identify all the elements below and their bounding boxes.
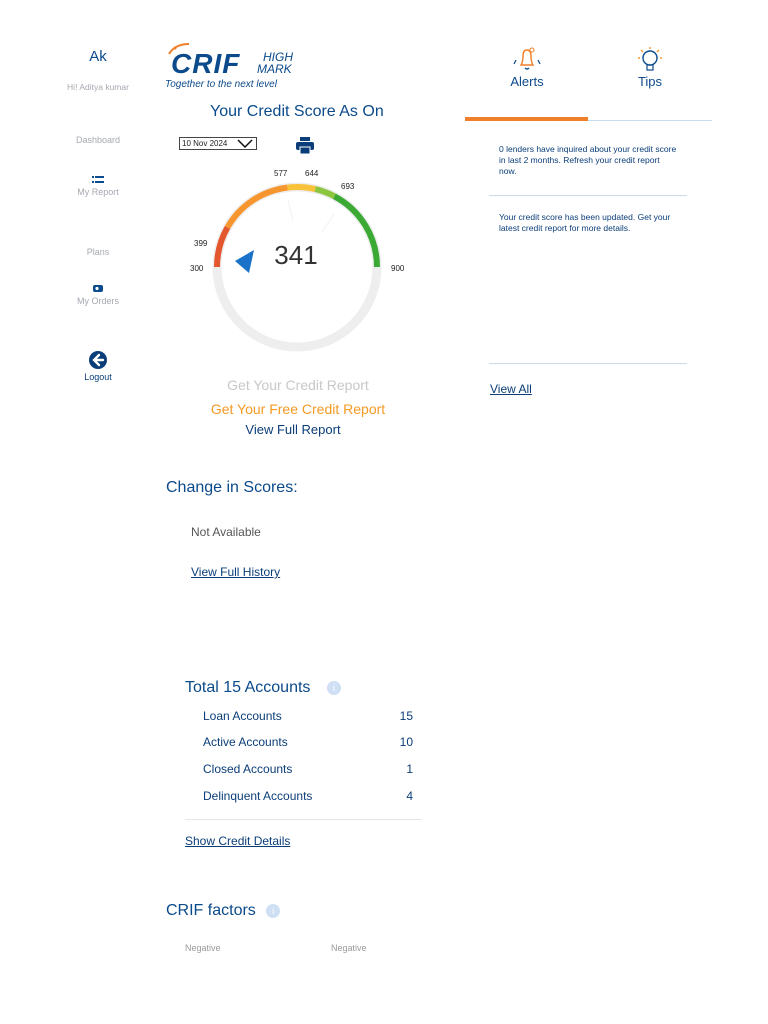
tab-alerts[interactable] — [487, 44, 567, 89]
sidebar-item-logout[interactable] — [60, 351, 136, 382]
sidebar-item-label: Logout — [84, 372, 112, 382]
info-icon[interactable]: i — [327, 681, 341, 695]
crif-factors-header — [166, 902, 280, 920]
account-row-value: 10 — [399, 735, 413, 749]
logout-icon — [89, 351, 107, 369]
lightbulb-icon — [635, 44, 665, 74]
gauge-segment-red — [217, 227, 228, 267]
tab-tips[interactable] — [610, 44, 690, 89]
credit-score-value: 341 — [274, 240, 318, 270]
sidebar-item-label: Plans — [86, 247, 110, 257]
account-row — [203, 735, 413, 749]
factor-label: Negative — [185, 943, 221, 953]
active-tab-indicator — [465, 117, 588, 121]
get-credit-report-link[interactable]: Get Your Credit Report — [227, 377, 369, 393]
account-row-value: 15 — [399, 709, 413, 723]
account-row-value: 4 — [406, 789, 413, 803]
date-select[interactable] — [179, 137, 257, 150]
get-free-credit-report-link[interactable]: Get Your Free Credit Report — [210, 401, 386, 417]
logo-high: HIGH — [263, 50, 293, 64]
sidebar-item-my-orders[interactable] — [60, 285, 136, 306]
list-icon — [92, 176, 104, 184]
user-initials: Ak — [89, 48, 107, 65]
accounts-header — [185, 679, 341, 697]
sidebar-item-my-report[interactable] — [60, 176, 136, 197]
user-greeting: Hi! Aditya kumar — [67, 82, 129, 92]
divider — [489, 363, 687, 364]
sidebar-item-plans[interactable] — [60, 247, 136, 257]
tick-label: 577 — [274, 169, 288, 178]
divider — [185, 819, 422, 820]
divider — [489, 195, 687, 196]
account-row — [203, 762, 413, 776]
change-in-scores-title: Change in Scores: — [166, 479, 298, 496]
account-row — [203, 789, 413, 803]
tick-label: 300 — [190, 264, 204, 273]
tick-label: 399 — [194, 239, 208, 248]
account-row-label: Closed Accounts — [203, 762, 293, 776]
tick-label: 900 — [391, 264, 405, 273]
chevron-down-icon — [237, 139, 253, 148]
gauge-segment-yellow — [287, 187, 315, 189]
bell-icon — [512, 44, 542, 74]
view-full-history-link[interactable]: View Full History — [191, 565, 281, 579]
info-icon[interactable]: i — [266, 904, 280, 918]
tick-label: 644 — [305, 169, 319, 178]
date-select-value: 10 Nov 2024 — [182, 139, 228, 148]
logo-main: CRIF — [171, 48, 241, 79]
printer-icon — [296, 137, 314, 154]
change-status: Not Available — [191, 525, 261, 539]
show-credit-details-link[interactable]: Show Credit Details — [185, 834, 291, 848]
view-full-report-link[interactable]: View Full Report — [245, 422, 341, 437]
crif-logo — [165, 42, 310, 94]
sidebar-item-label: My Orders — [76, 296, 119, 306]
tab-tips-label: Tips — [637, 74, 663, 89]
score-title: Your Credit Score As On — [210, 103, 384, 120]
sidebar-item-dashboard[interactable] — [60, 135, 136, 145]
account-row — [203, 709, 413, 723]
sidebar-item-label: My Report — [77, 187, 119, 197]
tab-alerts-label: Alerts — [510, 74, 544, 89]
sidebar-item-label: Dashboard — [75, 135, 121, 145]
alert-item: 0 lenders have inquired about your credit score in last 2 months. Refresh your credit report now. — [499, 144, 677, 176]
logo-tagline: Together to the next level — [165, 79, 277, 90]
logo-mark: MARK — [257, 62, 292, 76]
account-row-label: Delinquent Accounts — [203, 789, 313, 803]
account-row-label: Loan Accounts — [203, 709, 282, 723]
factor-label: Negative — [331, 943, 367, 953]
view-all-link[interactable]: View All — [490, 382, 532, 396]
orders-icon — [93, 285, 103, 293]
crif-factors-title: CRIF factors — [166, 902, 256, 919]
account-row-value: 1 — [406, 762, 413, 776]
tick-label: 693 — [341, 182, 355, 191]
accounts-title: Total 15 Accounts — [185, 679, 311, 696]
print-button[interactable] — [296, 137, 314, 159]
account-row-label: Active Accounts — [203, 735, 288, 749]
alert-item: Your credit score has been updated. Get your latest credit report for more details. — [499, 212, 671, 233]
